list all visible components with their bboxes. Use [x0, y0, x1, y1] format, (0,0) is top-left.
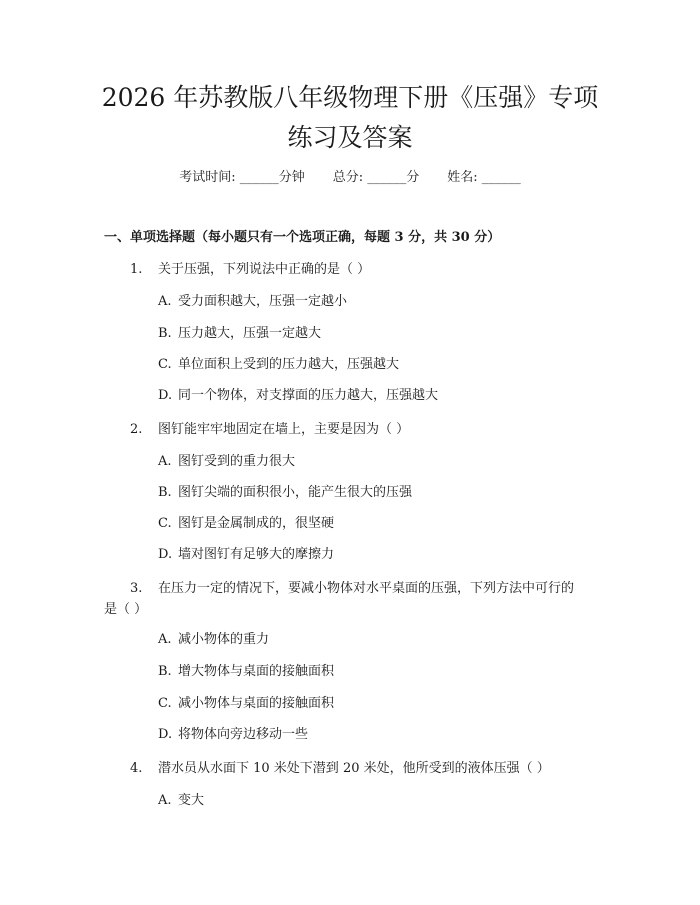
option-letter: D.	[158, 727, 173, 742]
q1-option-d	[158, 386, 438, 406]
exam-total-score: 总分: ______分	[332, 170, 420, 185]
option-letter: C.	[158, 696, 172, 711]
q2-option-c	[158, 514, 334, 534]
option-text: 受力面积越大，压强一定越小	[178, 294, 348, 309]
q2-option-a	[158, 452, 295, 472]
q2-option-d	[158, 545, 334, 565]
exam-time: 考试时间: ______分钟	[179, 170, 305, 185]
option-letter: A.	[158, 793, 172, 808]
question-number: 4.	[130, 761, 143, 776]
question-number: 3.	[130, 581, 143, 596]
option-text: 减小物体的重力	[178, 632, 270, 647]
title-line-1: 2026 年苏教版八年级物理下册《压强》专项	[101, 83, 599, 112]
option-text: 减小物体与桌面的接触面积	[178, 696, 335, 711]
student-name: 姓名: ______	[447, 170, 521, 185]
document-title	[80, 78, 620, 158]
question-number: 1.	[130, 262, 143, 277]
q3-option-a	[158, 630, 269, 650]
option-letter: C.	[158, 357, 172, 372]
option-letter: A.	[158, 632, 172, 647]
option-letter: B.	[158, 485, 172, 500]
question-1	[130, 260, 370, 280]
option-text: 图钉受到的重力很大	[178, 454, 296, 469]
question-text: 在压力一定的情况下，要减小物体对水平桌面的压强，下列方法中可行的	[158, 581, 575, 596]
question-3-continued: 是（ ）	[104, 602, 148, 617]
question-3	[130, 579, 574, 599]
option-text: 压力越大，压强一定越大	[178, 326, 322, 341]
question-text: 关于压强，下列说法中正确的是（ ）	[158, 262, 371, 277]
option-letter: D.	[158, 547, 173, 562]
option-text: 图钉是金属制成的，很坚硬	[178, 516, 335, 531]
question-4	[130, 759, 550, 779]
q1-option-a	[158, 292, 347, 312]
option-text: 单位面积上受到的压力越大，压强越大	[178, 357, 400, 372]
exam-meta	[0, 168, 700, 188]
section-heading: 一、单项选择题（每小题只有一个选项正确，每题 3 分，共 30 分）	[104, 230, 501, 245]
option-text: 增大物体与桌面的接触面积	[178, 664, 335, 679]
option-text: 墙对图钉有足够大的摩擦力	[178, 547, 335, 562]
q1-option-b	[158, 324, 321, 344]
q3-option-c	[158, 694, 334, 714]
option-letter: D.	[158, 388, 173, 403]
question-2	[130, 420, 409, 440]
option-letter: B.	[158, 326, 172, 341]
q1-option-c	[158, 355, 399, 375]
option-text: 变大	[178, 793, 205, 808]
option-text: 同一个物体，对支撑面的压力越大，压强越大	[178, 388, 439, 403]
question-number: 2.	[130, 422, 143, 437]
option-text: 将物体向旁边移动一些	[178, 727, 309, 742]
q3-option-d	[158, 725, 308, 745]
option-letter: C.	[158, 516, 172, 531]
q4-option-a	[158, 791, 204, 811]
question-text: 潜水员从水面下 10 米处下潜到 20 米处，他所受到的液体压强（ ）	[158, 761, 550, 776]
option-letter: A.	[158, 454, 172, 469]
question-text: 图钉能牢牢地固定在墙上，主要是因为（ ）	[158, 422, 410, 437]
option-letter: B.	[158, 664, 172, 679]
option-text: 图钉尖端的面积很小，能产生很大的压强	[178, 485, 413, 500]
q3-option-b	[158, 662, 334, 682]
q2-option-b	[158, 483, 412, 503]
option-letter: A.	[158, 294, 172, 309]
title-line-2: 练习及答案	[287, 123, 413, 152]
